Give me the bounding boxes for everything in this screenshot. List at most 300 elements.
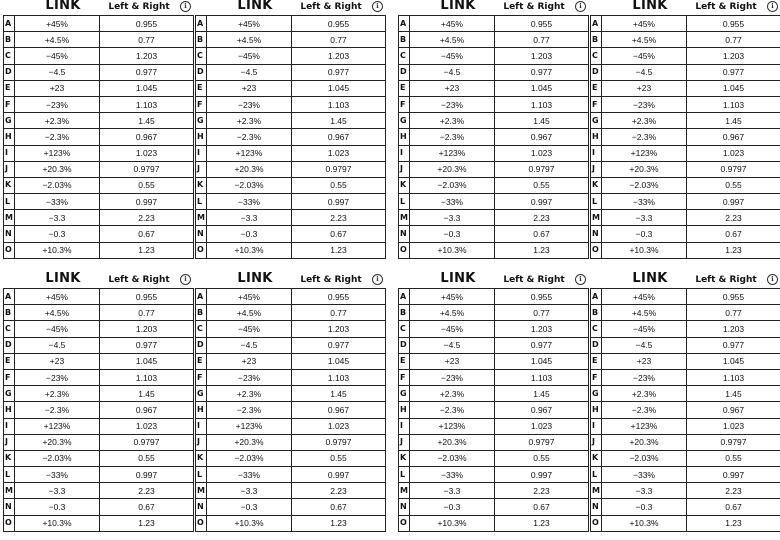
left-right-value: 0.67	[495, 499, 589, 515]
left-right-value: 1.23	[495, 242, 589, 258]
row-letter: N	[4, 499, 15, 515]
link-sheet-4	[590, 0, 778, 259]
link-value: −23%	[602, 369, 687, 385]
row-letter: D	[591, 64, 602, 80]
table-row	[4, 48, 194, 64]
table-row	[399, 113, 589, 129]
table-row	[591, 450, 780, 466]
row-letter: O	[4, 242, 15, 258]
row-letter: I	[591, 418, 602, 434]
row-letter: M	[4, 483, 15, 499]
table-row	[591, 483, 780, 499]
sheet-subtitle: Left & Right	[300, 2, 362, 12]
link-value: +4.5%	[15, 305, 100, 321]
row-letter: A	[591, 16, 602, 32]
row-letter: B	[196, 32, 207, 48]
left-right-value: 0.9797	[687, 434, 780, 450]
table-row	[399, 418, 589, 434]
table-row	[591, 16, 780, 32]
left-right-value: 2.23	[495, 483, 589, 499]
link-sheet-3	[398, 0, 586, 259]
link-value: +4.5%	[602, 305, 687, 321]
link-value: −0.3	[410, 499, 495, 515]
table-row	[196, 321, 386, 337]
link-value: −2.3%	[15, 129, 100, 145]
row-letter: G	[591, 386, 602, 402]
table-row	[4, 32, 194, 48]
left-right-value: 1.203	[100, 321, 194, 337]
row-letter: L	[591, 467, 602, 483]
table-row	[4, 64, 194, 80]
table-row	[591, 337, 780, 353]
link-value: −2.3%	[602, 402, 687, 418]
sheet-title: LINK	[632, 271, 668, 286]
table-row	[399, 467, 589, 483]
row-letter: H	[4, 129, 15, 145]
link-value: −3.3	[207, 483, 292, 499]
table-row	[591, 242, 780, 258]
row-letter: J	[399, 161, 410, 177]
left-right-value: 0.9797	[100, 161, 194, 177]
link-value: −2.03%	[602, 177, 687, 193]
left-right-value: 0.955	[100, 289, 194, 305]
table-row	[196, 450, 386, 466]
row-letter: B	[196, 305, 207, 321]
left-right-value: 1.23	[292, 515, 386, 531]
sheet-subtitle: Left & Right	[695, 275, 757, 285]
link-value: +4.5%	[602, 32, 687, 48]
table-row	[591, 210, 780, 226]
left-right-value: 0.67	[687, 226, 780, 242]
row-letter: A	[196, 16, 207, 32]
left-right-value: 1.23	[495, 515, 589, 531]
link-value: −3.3	[410, 210, 495, 226]
row-letter: H	[196, 129, 207, 145]
circle-info-icon[interactable]: ℹ	[372, 1, 383, 12]
link-table	[590, 15, 780, 259]
left-right-value: 0.55	[100, 450, 194, 466]
link-value: −33%	[15, 194, 100, 210]
link-table	[195, 15, 386, 259]
row-letter: H	[591, 129, 602, 145]
row-letter: E	[4, 353, 15, 369]
row-letter: E	[196, 80, 207, 96]
link-value: −23%	[207, 369, 292, 385]
row-letter: M	[196, 210, 207, 226]
circle-info-icon[interactable]: ℹ	[767, 1, 778, 12]
link-value: +20.3%	[410, 161, 495, 177]
link-value: −4.5	[15, 64, 100, 80]
row-letter: K	[4, 177, 15, 193]
link-value: +123%	[410, 418, 495, 434]
left-right-value: 1.103	[495, 369, 589, 385]
left-right-value: 1.103	[100, 96, 194, 112]
row-letter: I	[591, 145, 602, 161]
left-right-value: 0.67	[687, 499, 780, 515]
sheet-header	[590, 273, 778, 288]
row-letter: N	[591, 226, 602, 242]
left-right-value: 0.77	[292, 305, 386, 321]
link-value: +23	[15, 80, 100, 96]
circle-info-icon[interactable]: ℹ	[767, 274, 778, 285]
left-right-value: 0.9797	[495, 434, 589, 450]
table-row	[591, 80, 780, 96]
link-value: −2.3%	[410, 402, 495, 418]
table-row	[399, 80, 589, 96]
row-letter: D	[196, 64, 207, 80]
left-right-value: 0.977	[687, 64, 780, 80]
table-row	[591, 145, 780, 161]
table-row	[399, 353, 589, 369]
table-row	[399, 321, 589, 337]
link-value: +23	[410, 353, 495, 369]
link-value: −2.3%	[410, 129, 495, 145]
row-letter: O	[4, 515, 15, 531]
left-right-value: 1.045	[100, 353, 194, 369]
left-right-value: 0.77	[100, 32, 194, 48]
link-value: −2.3%	[207, 129, 292, 145]
row-letter: M	[196, 483, 207, 499]
row-letter: O	[196, 242, 207, 258]
left-right-value: 1.203	[292, 321, 386, 337]
left-right-value: 1.203	[687, 321, 780, 337]
link-value: −33%	[410, 194, 495, 210]
table-row	[399, 129, 589, 145]
table-row	[4, 499, 194, 515]
left-right-value: 1.023	[495, 145, 589, 161]
left-right-value: 1.103	[292, 369, 386, 385]
sheet-header	[398, 273, 586, 288]
link-value: +45%	[602, 289, 687, 305]
link-value: −45%	[602, 48, 687, 64]
row-letter: L	[591, 194, 602, 210]
circle-info-icon[interactable]: ℹ	[180, 1, 191, 12]
link-value: +45%	[15, 289, 100, 305]
link-value: −4.5	[207, 337, 292, 353]
left-right-value: 1.23	[687, 242, 780, 258]
table-row	[591, 369, 780, 385]
table-row	[399, 499, 589, 515]
row-letter: I	[399, 145, 410, 161]
row-letter: M	[399, 210, 410, 226]
row-letter: I	[4, 145, 15, 161]
left-right-value: 0.967	[495, 402, 589, 418]
link-value: −4.5	[207, 64, 292, 80]
table-row	[196, 177, 386, 193]
left-right-value: 1.045	[687, 353, 780, 369]
table-row	[591, 418, 780, 434]
link-table	[3, 15, 194, 259]
left-right-value: 1.23	[687, 515, 780, 531]
row-letter: G	[196, 386, 207, 402]
table-row	[591, 177, 780, 193]
link-value: −0.3	[602, 226, 687, 242]
table-row	[4, 289, 194, 305]
left-right-value: 0.55	[292, 177, 386, 193]
link-value: +10.3%	[602, 515, 687, 531]
left-right-value: 0.997	[292, 467, 386, 483]
table-row	[4, 386, 194, 402]
table-row	[399, 515, 589, 531]
table-row	[196, 418, 386, 434]
left-right-value: 1.045	[292, 353, 386, 369]
row-letter: J	[196, 161, 207, 177]
circle-info-icon[interactable]: ℹ	[180, 274, 191, 285]
link-value: +2.3%	[207, 386, 292, 402]
row-letter: N	[399, 499, 410, 515]
link-value: −3.3	[15, 483, 100, 499]
left-right-value: 2.23	[495, 210, 589, 226]
sheet-header	[3, 0, 191, 15]
table-row	[4, 305, 194, 321]
link-value: +20.3%	[602, 434, 687, 450]
link-value: −2.03%	[410, 450, 495, 466]
left-right-value: 0.955	[687, 16, 780, 32]
left-right-value: 0.67	[100, 226, 194, 242]
left-right-value: 0.77	[687, 32, 780, 48]
left-right-value: 1.023	[687, 145, 780, 161]
link-value: +45%	[207, 289, 292, 305]
row-letter: A	[399, 16, 410, 32]
row-letter: L	[399, 467, 410, 483]
link-value: +2.3%	[207, 113, 292, 129]
left-right-value: 0.977	[292, 337, 386, 353]
left-right-value: 0.997	[100, 194, 194, 210]
left-right-value: 1.45	[100, 113, 194, 129]
left-right-value: 0.67	[292, 226, 386, 242]
left-right-value: 0.955	[100, 16, 194, 32]
row-letter: N	[399, 226, 410, 242]
row-letter: A	[4, 289, 15, 305]
row-letter: F	[399, 369, 410, 385]
left-right-value: 0.77	[495, 305, 589, 321]
table-row	[196, 48, 386, 64]
left-right-value: 1.23	[100, 515, 194, 531]
row-letter: E	[591, 80, 602, 96]
row-letter: L	[399, 194, 410, 210]
circle-info-icon[interactable]: ℹ	[575, 1, 586, 12]
circle-info-icon[interactable]: ℹ	[372, 274, 383, 285]
table-row	[196, 337, 386, 353]
link-value: +123%	[602, 145, 687, 161]
left-right-value: 0.997	[687, 467, 780, 483]
table-row	[4, 210, 194, 226]
table-row	[591, 64, 780, 80]
link-value: −33%	[207, 194, 292, 210]
link-value: +4.5%	[410, 305, 495, 321]
left-right-value: 0.9797	[292, 434, 386, 450]
link-value: −2.3%	[15, 402, 100, 418]
table-row	[591, 305, 780, 321]
left-right-value: 0.955	[687, 289, 780, 305]
table-row	[4, 145, 194, 161]
row-letter: N	[196, 226, 207, 242]
link-value: −45%	[207, 48, 292, 64]
link-sheet-5	[3, 273, 191, 532]
link-value: +23	[207, 353, 292, 369]
link-value: −0.3	[207, 226, 292, 242]
link-value: +20.3%	[207, 434, 292, 450]
left-right-value: 1.23	[292, 242, 386, 258]
row-letter: J	[591, 161, 602, 177]
link-value: +2.3%	[410, 386, 495, 402]
left-right-value: 1.45	[687, 113, 780, 129]
row-letter: C	[4, 48, 15, 64]
sheet-subtitle: Left & Right	[503, 2, 565, 12]
link-value: −4.5	[602, 64, 687, 80]
table-row	[399, 194, 589, 210]
sheet-header	[3, 273, 191, 288]
table-row	[399, 305, 589, 321]
left-right-value: 0.67	[100, 499, 194, 515]
link-value: +45%	[207, 16, 292, 32]
row-letter: D	[399, 337, 410, 353]
row-letter: C	[399, 48, 410, 64]
link-value: −2.03%	[410, 177, 495, 193]
row-letter: O	[399, 242, 410, 258]
link-value: −45%	[410, 48, 495, 64]
link-value: +2.3%	[602, 386, 687, 402]
left-right-value: 0.55	[292, 450, 386, 466]
table-row	[399, 289, 589, 305]
link-value: +10.3%	[15, 242, 100, 258]
row-letter: E	[196, 353, 207, 369]
link-value: +4.5%	[207, 32, 292, 48]
table-row	[591, 467, 780, 483]
link-value: −2.3%	[602, 129, 687, 145]
left-right-value: 0.55	[100, 177, 194, 193]
link-value: −3.3	[602, 210, 687, 226]
row-letter: E	[399, 353, 410, 369]
left-right-value: 0.967	[495, 129, 589, 145]
link-value: +2.3%	[15, 113, 100, 129]
left-right-value: 0.997	[687, 194, 780, 210]
table-row	[196, 467, 386, 483]
link-value: +123%	[15, 145, 100, 161]
row-letter: C	[591, 48, 602, 64]
link-value: +45%	[602, 16, 687, 32]
sheet-title: LINK	[440, 0, 476, 13]
row-letter: J	[591, 434, 602, 450]
left-right-value: 0.9797	[495, 161, 589, 177]
link-sheet-8	[590, 273, 778, 532]
circle-info-icon[interactable]: ℹ	[575, 274, 586, 285]
link-table	[590, 288, 780, 532]
left-right-value: 0.55	[687, 450, 780, 466]
row-letter: A	[196, 289, 207, 305]
row-letter: B	[399, 305, 410, 321]
table-row	[399, 337, 589, 353]
table-row	[4, 16, 194, 32]
row-letter: M	[591, 210, 602, 226]
link-value: −4.5	[602, 337, 687, 353]
left-right-value: 0.997	[292, 194, 386, 210]
sheet-title: LINK	[237, 0, 273, 13]
link-value: −3.3	[602, 483, 687, 499]
link-value: −0.3	[15, 226, 100, 242]
table-row	[399, 48, 589, 64]
table-row	[399, 402, 589, 418]
sheet-title: LINK	[632, 0, 668, 13]
link-value: −33%	[207, 467, 292, 483]
link-sheet-7	[398, 273, 586, 532]
row-letter: F	[196, 369, 207, 385]
sheet-header	[398, 0, 586, 15]
table-row	[196, 96, 386, 112]
left-right-value: 0.77	[687, 305, 780, 321]
left-right-value: 0.997	[495, 467, 589, 483]
left-right-value: 1.023	[495, 418, 589, 434]
link-table	[398, 288, 589, 532]
link-value: −4.5	[15, 337, 100, 353]
left-right-value: 1.103	[687, 96, 780, 112]
left-right-value: 2.23	[292, 210, 386, 226]
left-right-value: 1.023	[100, 418, 194, 434]
sheet-title: LINK	[45, 271, 81, 286]
row-letter: L	[196, 194, 207, 210]
left-right-value: 0.67	[292, 499, 386, 515]
row-letter: N	[196, 499, 207, 515]
left-right-value: 0.967	[687, 129, 780, 145]
table-row	[399, 226, 589, 242]
table-row	[399, 145, 589, 161]
link-value: −45%	[15, 321, 100, 337]
row-letter: L	[4, 467, 15, 483]
left-right-value: 1.023	[687, 418, 780, 434]
row-letter: E	[4, 80, 15, 96]
left-right-value: 0.977	[292, 64, 386, 80]
row-letter: F	[4, 96, 15, 112]
link-value: +20.3%	[15, 161, 100, 177]
row-letter: I	[196, 418, 207, 434]
row-letter: F	[196, 96, 207, 112]
table-row	[196, 305, 386, 321]
link-value: +20.3%	[410, 434, 495, 450]
link-value: −0.3	[410, 226, 495, 242]
table-row	[4, 226, 194, 242]
left-right-value: 0.9797	[687, 161, 780, 177]
table-row	[591, 289, 780, 305]
link-value: −4.5	[410, 337, 495, 353]
table-row	[399, 161, 589, 177]
table-row	[196, 32, 386, 48]
row-letter: C	[399, 321, 410, 337]
table-row	[196, 226, 386, 242]
link-value: −45%	[207, 321, 292, 337]
row-letter: D	[196, 337, 207, 353]
link-value: +123%	[207, 145, 292, 161]
sheet-header	[195, 0, 383, 15]
row-letter: B	[4, 305, 15, 321]
link-value: −33%	[602, 467, 687, 483]
row-letter: K	[591, 450, 602, 466]
table-row	[591, 434, 780, 450]
row-letter: K	[399, 177, 410, 193]
row-letter: D	[4, 64, 15, 80]
table-row	[4, 96, 194, 112]
link-value: +4.5%	[207, 305, 292, 321]
link-value: +10.3%	[207, 242, 292, 258]
sheet-subtitle: Left & Right	[503, 275, 565, 285]
link-value: −3.3	[15, 210, 100, 226]
left-right-value: 1.23	[100, 242, 194, 258]
link-value: +4.5%	[15, 32, 100, 48]
link-value: −23%	[15, 369, 100, 385]
table-row	[591, 402, 780, 418]
link-value: +23	[602, 80, 687, 96]
link-value: −2.03%	[15, 177, 100, 193]
link-value: +23	[15, 353, 100, 369]
